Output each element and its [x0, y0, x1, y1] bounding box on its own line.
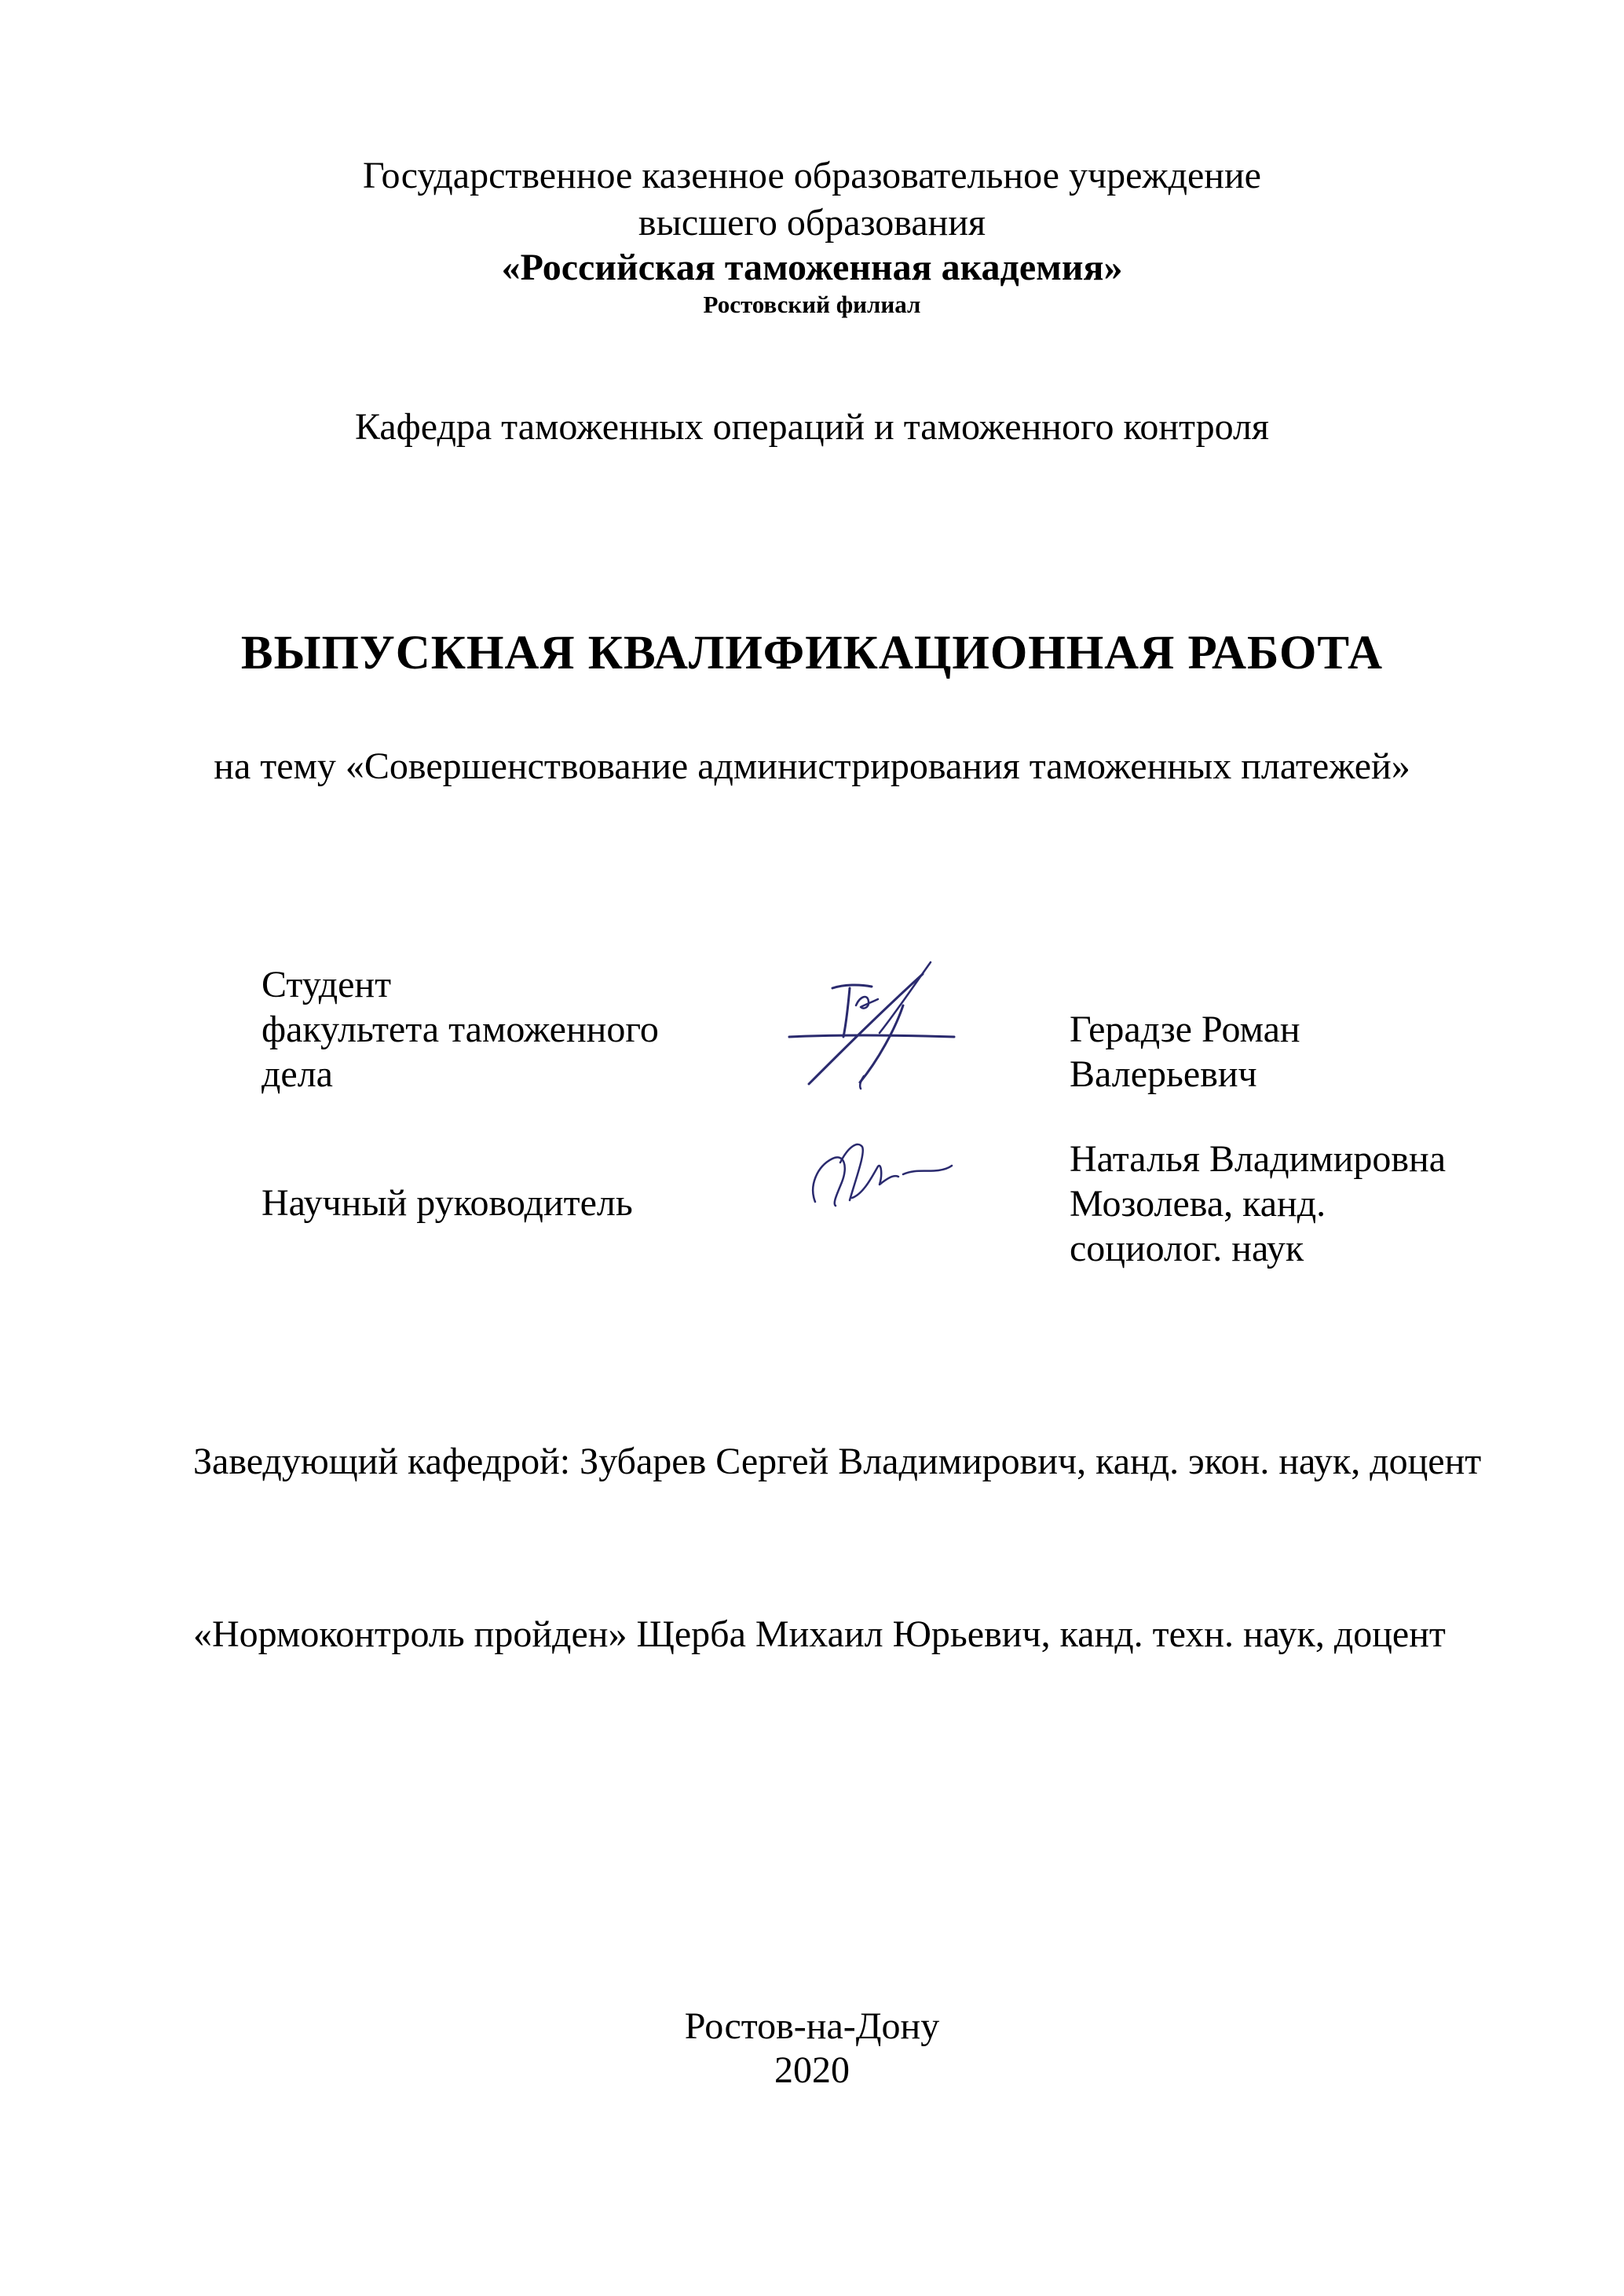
student-signature [785, 958, 974, 1096]
student-role-line: факультета таможенного [262, 1009, 659, 1050]
advisor-name-line: Наталья Владимировна [1070, 1138, 1447, 1180]
thesis-topic: на тему «Совершенствование администрирования таможенных платежей» [214, 745, 1410, 787]
student-role-line: дела [262, 1053, 333, 1095]
advisor-name-line: Мозолева, канд. [1070, 1183, 1326, 1225]
advisor-name-line: социолог. наук [1070, 1228, 1304, 1269]
branch-name: Ростовский филиал [703, 291, 921, 318]
advisor-name [1070, 1137, 1446, 1271]
year: 2020 [774, 2049, 850, 2091]
academy-name: «Российская таможенная академия» [501, 247, 1123, 288]
student-name [1070, 1007, 1300, 1097]
advisor-role: Научный руководитель [262, 1182, 633, 1224]
student-role [262, 962, 659, 1097]
department-name: Кафедра таможенных операций и таможенного контроля [354, 406, 1270, 448]
head-of-department: Заведующий кафедрой: Зубарев Сергей Владимирович, канд. экон. наук, доцент [193, 1441, 1482, 1482]
city: Ростов-на-Дону [684, 2005, 940, 2047]
student-name-line: Герадзе Роман [1070, 1009, 1300, 1050]
education-level: высшего образования [638, 202, 986, 244]
advisor-signature [801, 1131, 958, 1218]
normcontrol-note: «Нормоконтроль пройден» Щерба Михаил Юрьевич, канд. техн. наук, доцент [193, 1613, 1446, 1655]
institution-name: Государственное казенное образовательное учреждение [363, 155, 1261, 196]
student-role-line: Студент [262, 964, 392, 1005]
student-name-line: Валерьевич [1070, 1053, 1257, 1095]
document-title: ВЫПУСКНАЯ КВАЛИФИКАЦИОННАЯ РАБОТА [240, 627, 1384, 679]
